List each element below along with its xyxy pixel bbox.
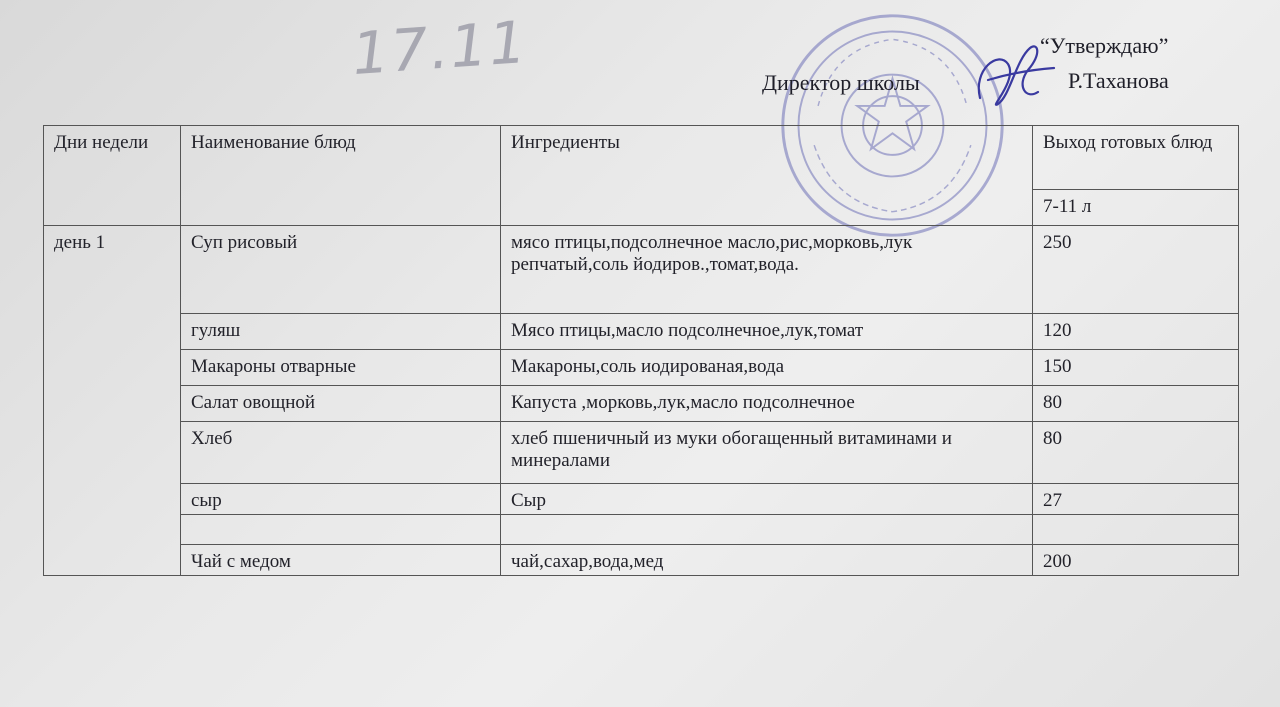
dish-cell: сыр [181,484,501,515]
table-header-row [44,126,1239,190]
dish-cell: Чай с медом [181,545,501,576]
header-output: Выход готовых блюд [1033,126,1239,190]
ingredients-cell [501,515,1033,545]
dish-cell: Хлеб [181,422,501,484]
dish-cell: Макароны отварные [181,350,501,386]
ingredients-cell: Капуста ,морковь,лук,масло подсолнечное [501,386,1033,422]
ingredients-cell: Макароны,соль иодированая,вода [501,350,1033,386]
director-name: Р.Таханова [1068,68,1169,93]
ingredients-cell: мясо птицы,подсолнечное масло,рис,морковь,лук репчатый,соль йодиров.,томат,вода. [501,226,1033,314]
ingredients-cell: хлеб пшеничный из муки обогащенный витаминами и минералами [501,422,1033,484]
table-row [44,226,1239,314]
day-cell: день 1 [44,226,181,576]
header-ingredients: Ингредиенты [501,126,1033,226]
output-cell: 150 [1033,350,1239,386]
table-row [44,386,1239,422]
header-day: Дни недели [44,126,181,226]
output-cell [1033,515,1239,545]
dish-cell: Суп рисовый [181,226,501,314]
header-age-group: 7-11 л [1033,190,1239,226]
header-dish: Наименование блюд [181,126,501,226]
dish-cell [181,515,501,545]
output-cell: 80 [1033,386,1239,422]
output-cell: 80 [1033,422,1239,484]
ingredients-cell: Сыр [501,484,1033,515]
table-row [44,350,1239,386]
table-row [44,515,1239,545]
menu-table [43,125,1239,576]
table-row [44,314,1239,350]
approve-label: “Утверждаю” [1040,33,1169,58]
dish-cell: Салат овощной [181,386,501,422]
output-cell: 250 [1033,226,1239,314]
table-row [44,422,1239,484]
director-label: Директор школы [762,70,920,95]
output-cell: 200 [1033,545,1239,576]
table-row [44,484,1239,515]
table-row [44,545,1239,576]
output-cell: 120 [1033,314,1239,350]
dish-cell: гуляш [181,314,501,350]
ingredients-cell: чай,сахар,вода,мед [501,545,1033,576]
output-cell: 27 [1033,484,1239,515]
ingredients-cell: Мясо птицы,масло подсолнечное,лук,томат [501,314,1033,350]
handwritten-date: 17.11 [349,7,531,89]
